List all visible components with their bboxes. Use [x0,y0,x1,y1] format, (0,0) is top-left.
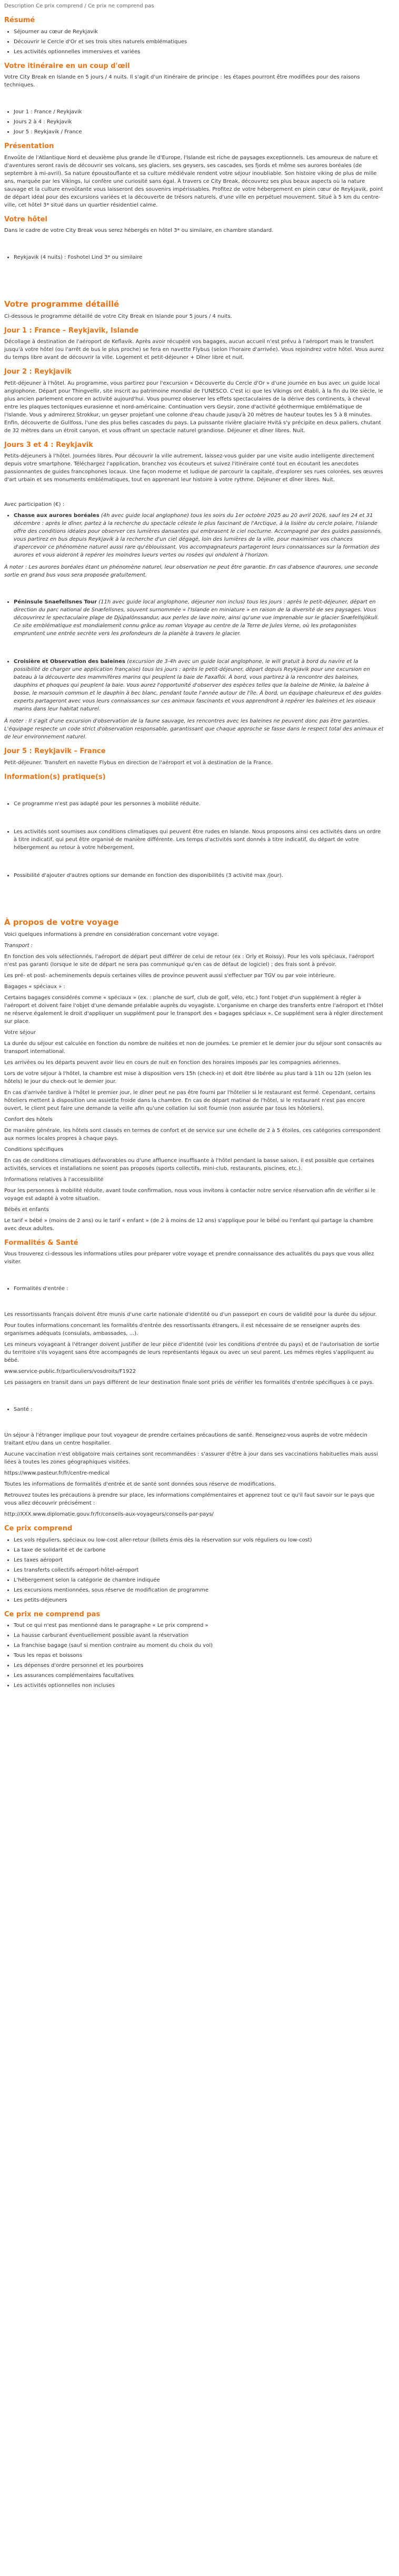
apropos-line: En fonction des vols sélectionnés, l'aéroport de départ peut différer de celui de retour (ex : Orly et Roissy). Pour les vols spéciaux, l'aéroport n'est pas garanti (lorsque le site de départ ne sera pas communiqué qu'en cas de défaut de logiciel) ; des frais sont à prévoir. [4,953,374,968]
formalites-text: Aucune vaccination n'est obligatoire mais certaines sont recommandées : s'assurer d'être à jour dans ses vaccinations habituelles mais aussi liées à toutes les zones géographiques visitées. [4,1451,378,1465]
apropos-line: Lors de votre séjour à l'hôtel, la chambre est mise à disposition vers 15h (check-in) et doit être libérée au plus tard à 11h ou 12h (selon les hôtels) le jour du check-out le dernier jour. [4,1070,371,1085]
option-item [14,512,384,559]
list-item: • Jour 1 : France / Reykjavik [14,108,384,116]
list-item: • La hausse carburant éventuellement possible avant la réservation [14,1632,384,1640]
list-item: • Les vols réguliers, spéciaux ou low-cost aller-retour (billets émis dès la réservation sur vols réguliers ou low-cost) [14,1536,384,1544]
list-item: • Les activités optionnelles non incluses [14,1682,384,1690]
list-item: • Les activités optionnelles immersives et variées [14,48,384,56]
resume-heading: Résumé [4,16,35,24]
list-item: • Jours 2 à 4 : Reykjavik [14,118,384,126]
options-list-3 [14,658,384,713]
day1-title: Jour 1 : France – Reykjavik, Islande [4,326,139,335]
list-item: • Tout ce qui n'est pas mentionné dans le paragraphe « Le prix comprend » [14,1622,384,1629]
list-item: • Jour 5 : Reykjavik / France [14,128,384,136]
itineraire-heading: Votre itinéraire en un coup d'œil [4,62,130,70]
apropos-line: Le tarif « bébé » (moins de 2 ans) ou le tarif « enfant » (de 2 à moins de 12 ans) s'applique pour le bébé ou l'enfant qui partage la chambre avec deux adultes. [4,1217,373,1232]
formalites-link[interactable]: https://www.pasteur.fr/fr/centre-medical [4,1470,110,1476]
hotel-list [14,253,384,261]
options-list-2 [14,598,384,638]
apropos-line: De manière générale, les hôtels sont classés en termes de confort et de service sur une échelle de 2 à 5 étoiles, ces catégories correspondent aux normes locales propres à chaque pays. [4,1127,381,1141]
formalites-text: Les ressortissants français doivent être munis d'une carte nationale d'identité ou d'un passeport en cours de validité pour la durée du séjour. [4,1312,377,1318]
list-item: • La taxe de solidarité et de carbone [14,1546,384,1554]
list-item: • Les dépenses d'ordre personnel et les pourboires [14,1662,384,1670]
apropos-line: Les pré- et post- acheminements depuis certaines villes de province peuvent aussi s'effectuer par TGV ou par voie intérieure. [4,972,336,979]
list-item: • Possibilité d'ajouter d'autres options sur demande en fonction des disponibilités (3 activité max /jour). [14,872,384,880]
apropos-line: Certains bagages considérés comme « spéciaux » (ex. : planche de surf, club de golf, vélo, etc.) font l'objet d'un supplément à régler à l'aéroport et doivent faire l'objet d'une demande préalable auprès du voyagiste. L'organisme en charge des transferts entre l'aéroport et l'hôtel ne réserve également le droit d'appliquer un supplément pour le transport des « bagages spéciaux ». Ce supplément sera à régler directement sur place. [4,994,383,1024]
option3-title: Croisière et Observation des baleines [14,659,126,665]
list-item: • Formalités d'entrée : [14,1285,384,1293]
itineraire-intro: Votre City Break en Islande en 5 jours / 4 nuits. Il s'agit d'un itinéraire de principe : les étapes pourront être modifiées pour des raisons techniques. [4,74,360,88]
infos-heading: Information(s) pratique(s) [4,773,106,781]
apropos-line: Pour les personnes à mobilité réduite, avant toute confirmation, nous vous invitons à contacter notre service réservation afin de vérifier si le voyage est adapté à votre situation. [4,1187,376,1202]
infos-list [14,800,384,808]
itineraire-list [14,108,384,136]
list-item: • Les taxes aéroport [14,1556,384,1564]
apropos-line: La durée du séjour est calculée en fonction du nombre de nuitées et non de journées. Le premier et le dernier jour du séjour sont consacrés au transport international. [4,1040,382,1055]
formalites-list-2 [14,1406,384,1413]
list-item: • Ce programme n'est pas adapté pour les personnes à mobilité réduite. [14,800,384,808]
formalites-text: Pour toutes informations concernant les formalités d'entrée des ressortissants étrangers, il est nécessaire de se renseigner auprès des organismes adéquats (consulats, ambassades, ...). [4,1323,360,1336]
list-item: • Découvrir le Cercle d'Or et ses trois sites naturels emblématiques [14,38,384,46]
infos-list-3 [14,872,384,880]
apropos-line: Bébés et enfants [4,1206,49,1213]
apropos-line: Informations relatives à l'accessibilité [4,1176,104,1183]
option2-title: Péninsule Snaefellsnes Tour [14,599,97,605]
option-item [14,658,384,713]
day5-text: Petit-déjeuner. Transfert en navette Flybus en direction de l'aéroport et vol à destination de la France. [4,759,273,766]
option-item [14,598,384,638]
day2-text: Petit-déjeuner à l'hôtel. Au programme, vous partirez pour l'excursion « Découverte du Cercle d'Or » d'une journée en bus avec un guide local anglophone. Départ pour Thingvellir, site inscrit au patrimoine mondial de l'UNESCO. C'est ici que les Vikings ont établi, à la fin du IXe siècle, le plus ancien parlement encore en activité aujourd'hui. Vous pourrez observer les effets spectaculaires de la dérive des continents, à cheval entre les plaques tectoniques eurasienne et nord-américaine. Continuation vers Geysir, zone d'activité géothermique emblématique de l'Islande. Vous y admirerez Strokkur, un geyser projetant une colonne d'eau chaude jusqu'à 20 mètres de hauteur toutes les 5 à 8 minutes. Enfin, découverte de Gullfoss, l'une des plus belles cascades du pays. La puissante rivière glaciaire Hvitá s'y précipite en deux paliers, chutant de 32 mètres dans un étroit canyon, et vous offrant un spectacle naturel grandiose. Déjeuner et dîner libres. Nuit. [4,380,383,434]
list-item: • Les excursions mentionnées, sous réserve de modification de programme [14,1586,384,1594]
programme-intro: Ci-dessous le programme détaillé de votre City Break en Islande pour 5 jours / 4 nuits. [4,313,232,319]
presentation-heading: Présentation [4,142,54,150]
apropos-line: Transport : [4,942,33,949]
options-list [14,512,384,559]
apropos-heading: À propos de votre voyage [4,918,119,927]
options-intro: Avec participation (€) : [4,502,65,508]
day34-text: Petits-déjeuners à l'hôtel. Journées libres. Pour découvrir la ville autrement, laissez-vous guider par une visite audio intelligente directement depuis votre smartphone. Téléchargez l'application, branchez vos écouteurs et suivez l'itinéraire conté tout en écoutant les anecdotes passionnantes de guides francophones locaux. Une façon moderne et ludique de parcourir la capitale, d'explorer ses rues colorées, ses œuvres d'art urbain et ses monuments emblématiques, tout en apprenant leur histoire à votre rythme. Déjeuner et dîner libres. Nuit. [4,453,383,483]
list-item: • Les activités sont soumises aux conditions climatiques qui peuvent être rudes en Islande. Nous proposons ainsi ces activités dans un ordre à titre indicatif, qui peut être organisé de manière différente. Les temps d'activités sont donnés à titre indicatif, du départ de votre hébergement au retour à votre hébergement. [14,828,384,852]
comprend-heading: Ce prix comprend [4,1525,73,1533]
formalites-text: Les passagers en transit dans un pays différent de leur destination finale sont priés de vérifier les formalités d'entrée spécifiques à ce pays. [4,1380,374,1385]
list-item: • Les transferts collectifs aéroport-hôtel-aéroport [14,1566,384,1574]
list-item: • Séjourner au cœur de Reykjavik [14,28,384,36]
comprend-list [14,1536,384,1604]
hotel-heading: Votre hôtel [4,215,47,223]
day5-title: Jour 5 : Reykjavik – France [4,747,106,755]
day2-title: Jour 2 : Reykjavik [4,368,72,376]
apropos-line: Confort des hôtels [4,1116,53,1123]
day34-title: Jours 3 et 4 : Reykjavik [4,441,93,449]
tab-bar[interactable]: Description Ce prix comprend / Ce prix ne comprend pas [4,3,154,9]
ne-comprend-heading: Ce prix ne comprend pas [4,1610,101,1618]
option1-note: À noter : Les aurores boréales étant un phénomène naturel, leur observation ne peut être garantie. En cas d'absence d'aurores, une seconde sortie en grand bus vous sera proposée gratuitement. [4,564,378,578]
formalites-intro: Vous trouverez ci-dessous les informations utiles pour préparer votre voyage et prendre connaissance des actualités du pays que vous allez visiter. [4,1251,374,1265]
apropos-line: En cas de conditions climatiques défavorables ou d'une affluence insuffisante à l'hôtel pendant la basse saison, il est possible que certaines activités, services et installations ne soient pas proposés (sports collectifs, mini-club, restaurants, piscines, etc.). [4,1157,374,1172]
hotel-intro: Dans le cadre de votre City Break vous serez hébergés en hôtel 3* ou similaire, en chambre standard. [4,228,274,233]
ne-comprend-list [14,1622,384,1690]
option3-note: À noter : Il s'agit d'une excursion d'observation de la faune sauvage, les rencontres avec les baleines ne peuvent donc pas être garanties. L'équipage respecte un code strict d'observation responsable, garantissant que chaque approche se fasse dans le respect total des animaux et de leur environnement naturel. [4,718,384,740]
list-item: • Les petits-déjeuners [14,1596,384,1604]
presentation-text: Envoûte de l'Atlantique Nord et deuxième plus grande île d'Europe, l'Islande est riche de paysages exceptionnels. Les amoureux de nature et d'aventures seront ravis de découvrir ses volcans, ses glaciers, ses geysers, ses cascades, ses fjords et même ses aurores boréales (de septembre à mi-avril). Sa nature époustouflante et sa culture médiévale rendent votre séjour inoubliable. Son histoire viking de plus de mille ans, marquée par les Vikings, lui confère une curiosité sans égal. À travers ce City Break, découvrez ses plus beaux aspects où la nature sauvage et la culture envoûtante vous laisseront des souvenirs impérissables. Profitez de votre hébergement en plein cœur de Reykjavik, point de départ idéal pour des excursions variées et la découverte de trésors naturels, d'une ville en perpétuel mouvement. Situé à 5 km du centre-ville, cet hôtel 3* situé dans un quartier résidentiel calme. [4,154,383,208]
formalites-text: Un séjour à l'étranger implique pour tout voyageur de prendre certaines précautions de santé. Renseignez-vous auprès de votre médecin traitant et/ou dans un centre hospitalier. [4,1432,367,1446]
option1-text: (4h avec guide local anglophone) tous les soirs du 1er octobre 2025 au 20 avril 2026, sauf les 24 et 31 décembre : après le dîner, partez à la recherche du spectacle céleste le plus fascinant de l'Arctique, à la lisière du cercle polaire, l'Islande offre des conditions idéales pour observer ces lumières dansantes qui embrasent le ciel nocturne. Accompagné par des guides passionnés, vous partirez en bus depuis Reykjavik à la recherche d'un ciel dégagé, loin des lumières de la ville, pour maximiser vos chances d'apercevoir ce phénomène naturel aussi rare qu'éblouissant. Vos accompagnateurs partageront leurs connaissances sur la formation des aurores et vous aideront à repérer les moindres lueurs vertes ou rosées qui ondulent à l'horizon. [14,513,382,558]
list-item: • L'hébergement selon la catégorie de chambre indiquée [14,1576,384,1584]
formalites-heading: Formalités & Santé [4,1238,78,1247]
list-item: • Tous les repas et boissons [14,1652,384,1660]
option3-text: (excursion de 3-4h avec un guide local anglophone, le will gratuit à bord du navire et la possibilité de charger une application française) tous les jours : après le petit-déjeuner, départ depuis Reykjavik pour une excursion en bateau à la découverte des mammifères marins qui peuplent la baie de Faxaflói. À bord, vous partirez à la rencontre des baleines, dauphins et phoques qui peuplent la baie. Vous aurez l'opportunité d'observer des espèces telles que la baleine de Minke, la baleine à bosse, le marsouin commun et le dauphin à bec blanc, pendant toute l'année autour de l'île. À bord, un équipage chaleureux et des guides experts partageront avec vous leurs connaissances sur ces animaux fascinants et vous apprendront à repérer les baleines et les oiseaux marins dans leur habitat naturel. [14,659,382,712]
day1-text: Décollage à destination de l'aéroport de Keflavik. Après avoir récupéré vos bagages, aucun accueil n'est prévu à l'aéroport mais le transfert jusqu'à votre hôtel (ou l'arrêt de bus le plus proche) se fera en navette Flybus (selon l'horaire d'arrivée). Vous rejoindrez votre hôtel. Vous aurez du temps libre avant de découvrir la ville. Logement et petit-déjeuner + Dîner libre et nuit. [4,339,384,360]
apropos-line: Votre séjour [4,1029,36,1036]
apropos-line: Bagages « spéciaux » : [4,983,65,990]
list-item: • Les assurances complémentaires facultatives [14,1672,384,1680]
option2-text: (11h avec guide local anglophone, déjeuner non inclus) tous les jours : après le petit-déjeuner, départ en direction du parc national de Snæfellsnes, souvent surnommée « l'Islande en miniature » en raison de la diversité de ses paysages. Vous découvrirez le spectaculaire plage de Djúpalónssandur, aux perles de lave noire, ainsi qu'une vue imprenable sur le glacier Snæfellsjökull. Ce site emblématique est mondialement connu grâce au roman Voyage au centre de la Terre de Jules Verne, où les protagonistes empruntent une entrée secrète vers les profondeurs de la planète à travers le glacier. [14,599,379,637]
programme-heading: Votre programme détaillé [4,299,119,309]
resume-list [14,28,384,56]
option1-title: Chasse aux aurores boréales [14,513,99,519]
infos-list-2 [14,828,384,852]
apropos-line: Les arrivées ou les départs peuvent avoir lieu en cours de nuit en fonction des horaires imposés par les compagnies aériennes. [4,1059,341,1066]
formalites-link[interactable]: www.service-public.fr/particuliers/vosdroits/F1922 [4,1369,136,1374]
formalites-text: Retrouvez toutes les précautions à prendre sur place, les informations complémentaires et apprenez tout ce qu'il faut savoir sur le pays que vous allez découvrir précisément : [4,1492,375,1506]
list-item: • La franchise bagage (sauf si mention contraire au moment du choix du vol) [14,1642,384,1650]
formalites-link[interactable]: http://XXX.www.diplomatie.gouv.fr/fr/conseils-aux-voyageurs/conseils-par-pays/ [4,1511,214,1517]
formalites-text: Toutes les informations de formalités d'entrée et de santé sont données sous réserve de modifications. [4,1481,276,1487]
apropos-line: Voici quelques informations à prendre en considération concernant votre voyage. [4,931,220,938]
formalites-list [14,1285,384,1293]
apropos-line: Conditions spécifiques [4,1146,64,1153]
formalites-text: Les mineurs voyageant à l'étranger doivent justifier de leur pièce d'identité (voir les conditions d'entrée du pays) et de l'autorisation de sortie du territoire s'ils voyagent sans être accompagnés de leurs représentants légaux ou avec un seul parent. Les mêmes règles s'appliquent au bébé. [4,1342,380,1363]
list-item: • Santé : [14,1406,384,1413]
apropos-line: En cas d'arrivée tardive à l'hôtel le premier jour, le dîner peut ne pas être fourni par l'hôtelier si le restaurant est fermé. Cependant, certains hôteliers mettent à disposition une assiette froide dans la chambre. En cas de départ matinal de l'hôtel, si le restaurant n'est pas encore ouvert, le client peut faire une demande la veille afin qu'une collation lui soit fournie (non assurée par tous les hôteliers). [4,1089,376,1111]
list-item: • Reykjavik (4 nuits) : Foshotel Lind 3* ou similaire [14,253,384,261]
